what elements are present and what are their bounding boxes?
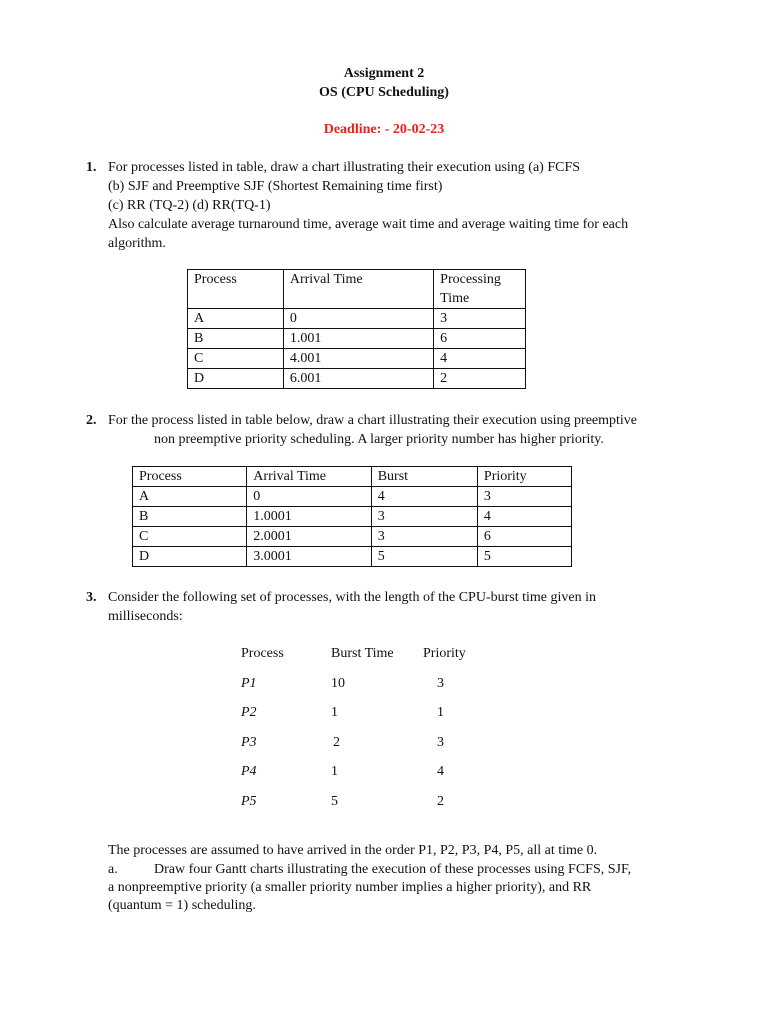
table-cell: 1.001 xyxy=(283,329,433,349)
table-cell: D xyxy=(133,547,247,567)
table-cell: 6.001 xyxy=(283,369,433,389)
table-cell: A xyxy=(188,309,284,329)
table-row xyxy=(241,676,493,706)
part-a-label: a. xyxy=(108,862,118,877)
table-header-cell: Arrival Time xyxy=(283,270,433,309)
table-row xyxy=(188,329,526,349)
table-header-row xyxy=(188,270,526,309)
table-cell: P2 xyxy=(241,705,257,721)
question-2-line: For the process listed in table below, draw a chart illustrating their execution using preemptive xyxy=(108,413,637,428)
table-row xyxy=(241,764,493,794)
question-2-number: 2. xyxy=(86,413,97,428)
question-2 xyxy=(86,411,686,449)
table-cell: 0 xyxy=(247,487,371,507)
table-cell: P5 xyxy=(241,793,257,809)
table-header-cell: Burst Time xyxy=(331,646,394,661)
assignment-title: Assignment 2 xyxy=(343,66,425,81)
table-header-cell: Process xyxy=(133,467,247,487)
question-3-line: milliseconds: xyxy=(108,609,183,624)
table-cell: 5 xyxy=(477,547,571,567)
table-cell: 3 xyxy=(437,734,444,750)
table-cell: 3.0001 xyxy=(247,547,371,567)
table-row xyxy=(188,369,526,389)
table-cell: 1 xyxy=(331,705,338,721)
table-cell: 3 xyxy=(437,675,444,691)
table-row xyxy=(188,309,526,329)
table-cell: B xyxy=(188,329,284,349)
table-row xyxy=(133,487,572,507)
table-cell: 3 xyxy=(371,527,477,547)
table-header-cell: Process xyxy=(188,270,284,309)
question-1-line: For processes listed in table, draw a chart illustrating their execution using (a) FCFS xyxy=(108,160,581,175)
question-2-table xyxy=(132,466,572,567)
table-cell: D xyxy=(188,369,284,389)
part-a-line: a nonpreemptive priority (a smaller priority number implies a higher priority), and RR xyxy=(108,880,592,895)
question-3 xyxy=(86,588,686,626)
table-cell: 3 xyxy=(371,507,477,527)
table-cell: B xyxy=(133,507,247,527)
part-a-line: (quantum = 1) scheduling. xyxy=(108,898,256,913)
table-row xyxy=(133,527,572,547)
table-cell: 2.0001 xyxy=(247,527,371,547)
table-row xyxy=(241,705,493,735)
table-header-cell: Priority xyxy=(423,646,466,661)
question-1-line: (c) RR (TQ-2) (d) RR(TQ-1) xyxy=(108,198,271,213)
table-cell: C xyxy=(133,527,247,547)
table-cell: 4 xyxy=(434,349,526,369)
table-header-cell: Process xyxy=(241,646,284,661)
table-row xyxy=(133,507,572,527)
table-row xyxy=(241,735,493,765)
table-cell: 1 xyxy=(331,764,338,780)
table-header-cell: Priority xyxy=(477,467,571,487)
question-1-line: (b) SJF and Preemptive SJF (Shortest Remaining time first) xyxy=(108,179,443,194)
table-header-cell: Burst xyxy=(371,467,477,487)
question-1-number: 1. xyxy=(86,160,97,175)
table-cell: 4 xyxy=(437,764,444,780)
table-cell: 1 xyxy=(437,705,444,721)
deadline-text: Deadline: - 20-02-23 xyxy=(323,122,445,137)
table-cell: 4.001 xyxy=(283,349,433,369)
question-3-table xyxy=(241,646,493,824)
question-1-line: Also calculate average turnaround time, average wait time and average waiting time for each xyxy=(108,217,629,232)
table-cell: 1.0001 xyxy=(247,507,371,527)
question-3-number: 3. xyxy=(86,590,97,605)
table-row xyxy=(241,794,493,824)
table-cell: 6 xyxy=(477,527,571,547)
question-1-line: algorithm. xyxy=(108,236,166,251)
course-subtitle: OS (CPU Scheduling) xyxy=(319,85,449,100)
table-header-cell: Arrival Time xyxy=(247,467,371,487)
table-cell: 5 xyxy=(371,547,477,567)
table-cell: 4 xyxy=(477,507,571,527)
table-row xyxy=(188,349,526,369)
question-2-line: non preemptive priority scheduling. A larger priority number has higher priority. xyxy=(154,432,604,447)
question-3-part-a xyxy=(108,861,708,915)
question-1 xyxy=(86,158,686,253)
table-cell: 2 xyxy=(434,369,526,389)
table-cell: C xyxy=(188,349,284,369)
table-cell: A xyxy=(133,487,247,507)
question-3-order-text: The processes are assumed to have arrived in the order P1, P2, P3, P4, P5, all at time 0. xyxy=(108,843,598,858)
table-header-cell: Processing Time xyxy=(434,270,526,309)
table-cell: 3 xyxy=(434,309,526,329)
table-cell: 2 xyxy=(333,734,340,750)
table-cell: 6 xyxy=(434,329,526,349)
table-cell: 0 xyxy=(283,309,433,329)
table-header-row xyxy=(133,467,572,487)
table-header-row xyxy=(241,646,493,676)
question-3-line: Consider the following set of processes, with the length of the CPU-burst time given in xyxy=(108,590,596,605)
part-a-line: Draw four Gantt charts illustrating the execution of these processes using FCFS, SJF, xyxy=(154,862,632,877)
table-cell: 10 xyxy=(331,675,345,691)
question-1-table xyxy=(187,269,526,389)
table-cell: 5 xyxy=(331,793,338,809)
table-cell: 2 xyxy=(437,793,444,809)
table-cell: P1 xyxy=(241,675,257,691)
table-cell: 3 xyxy=(477,487,571,507)
table-row xyxy=(133,547,572,567)
table-cell: P4 xyxy=(241,764,257,780)
table-cell: P3 xyxy=(241,734,257,750)
table-cell: 4 xyxy=(371,487,477,507)
